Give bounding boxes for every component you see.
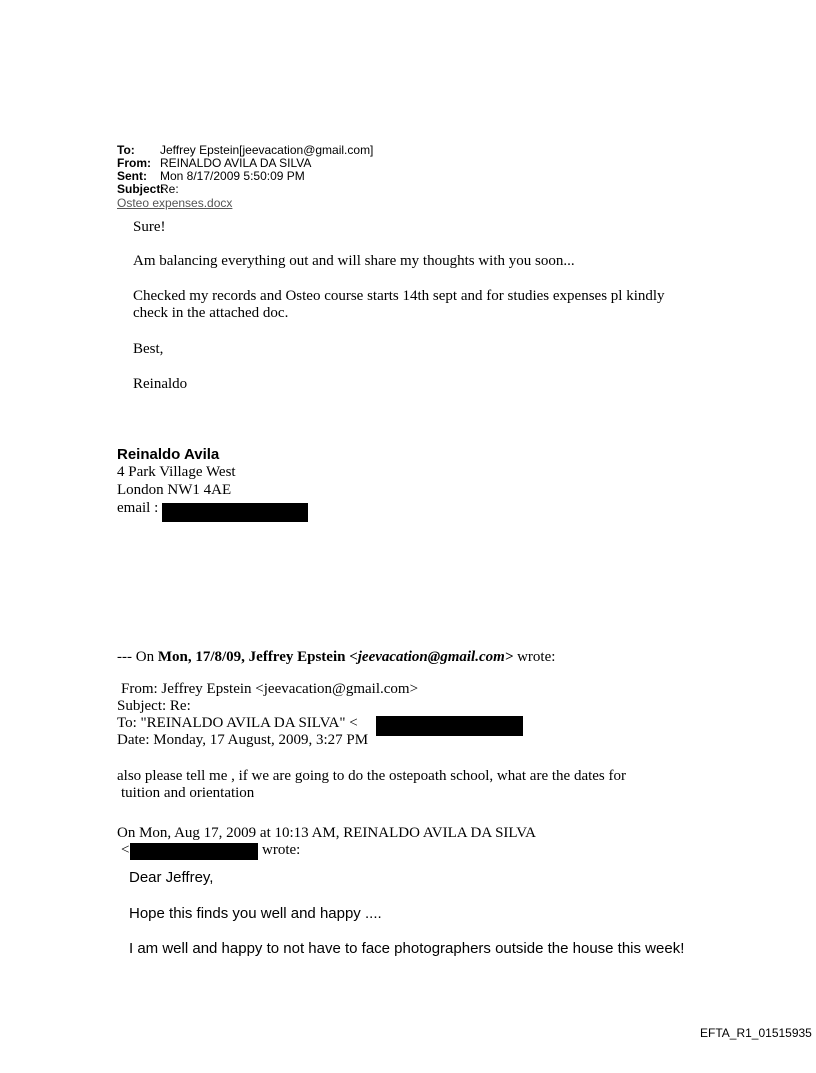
quote-from: From: Jeffrey Epstein <jeevacation@gmail.com> bbox=[121, 681, 419, 697]
quote-intro: --- On Mon, 17/8/09, Jeffrey Epstein <jeevacation@gmail.com> wrote: bbox=[117, 649, 556, 665]
signature-address: London NW1 4AE bbox=[117, 482, 232, 498]
header-sent: Sent: Mon 8/17/2009 5:50:09 PM bbox=[117, 169, 305, 183]
quote-subject: Subject: Re: bbox=[117, 698, 191, 714]
document-id: EFTA_R1_01515935 bbox=[700, 1026, 812, 1040]
attachment-link[interactable]: Osteo expenses.docx bbox=[117, 196, 233, 210]
signature-email-row bbox=[117, 500, 308, 522]
body-line: Checked my records and Osteo course starts 14th sept and for studies expenses pl kindly bbox=[133, 288, 665, 304]
signature-email-label: email : bbox=[117, 500, 159, 516]
redaction-box bbox=[130, 843, 258, 860]
header-from: From: REINALDO AVILA DA SILVA bbox=[117, 156, 312, 170]
quote-date: Date: Monday, 17 August, 2009, 3:27 PM bbox=[117, 732, 369, 748]
quote2-line: Hope this finds you well and happy .... bbox=[129, 905, 382, 922]
quote2-line: I am well and happy to not have to face photographers outside the house this week! bbox=[129, 940, 685, 957]
quote2-wrote: wrote: bbox=[262, 842, 301, 858]
body-line: check in the attached doc. bbox=[133, 305, 289, 321]
quote-message: also please tell me , if we are going to do the ostepoath school, what are the dates for bbox=[117, 768, 627, 784]
quote2-line: Dear Jeffrey, bbox=[129, 869, 214, 886]
body-line: Sure! bbox=[133, 219, 166, 235]
redaction-box bbox=[162, 503, 308, 522]
quote2-lt: < bbox=[121, 842, 130, 858]
body-line: Best, bbox=[133, 341, 164, 357]
header-subject: Subject:Re: bbox=[117, 182, 179, 196]
quote-to: To: "REINALDO AVILA DA SILVA" < bbox=[117, 715, 358, 731]
quote2-intro: On Mon, Aug 17, 2009 at 10:13 AM, REINALDO AVILA DA SILVA bbox=[117, 825, 536, 841]
signature-name: Reinaldo Avila bbox=[117, 446, 220, 463]
signature-address: 4 Park Village West bbox=[117, 464, 236, 480]
redaction-box bbox=[376, 716, 523, 736]
body-line: Reinaldo bbox=[133, 376, 188, 392]
header-to: To: Jeffrey Epstein[jeevacation@gmail.com] bbox=[117, 143, 374, 157]
quote-message: tuition and orientation bbox=[121, 785, 255, 801]
body-line: Am balancing everything out and will share my thoughts with you soon... bbox=[133, 253, 575, 269]
